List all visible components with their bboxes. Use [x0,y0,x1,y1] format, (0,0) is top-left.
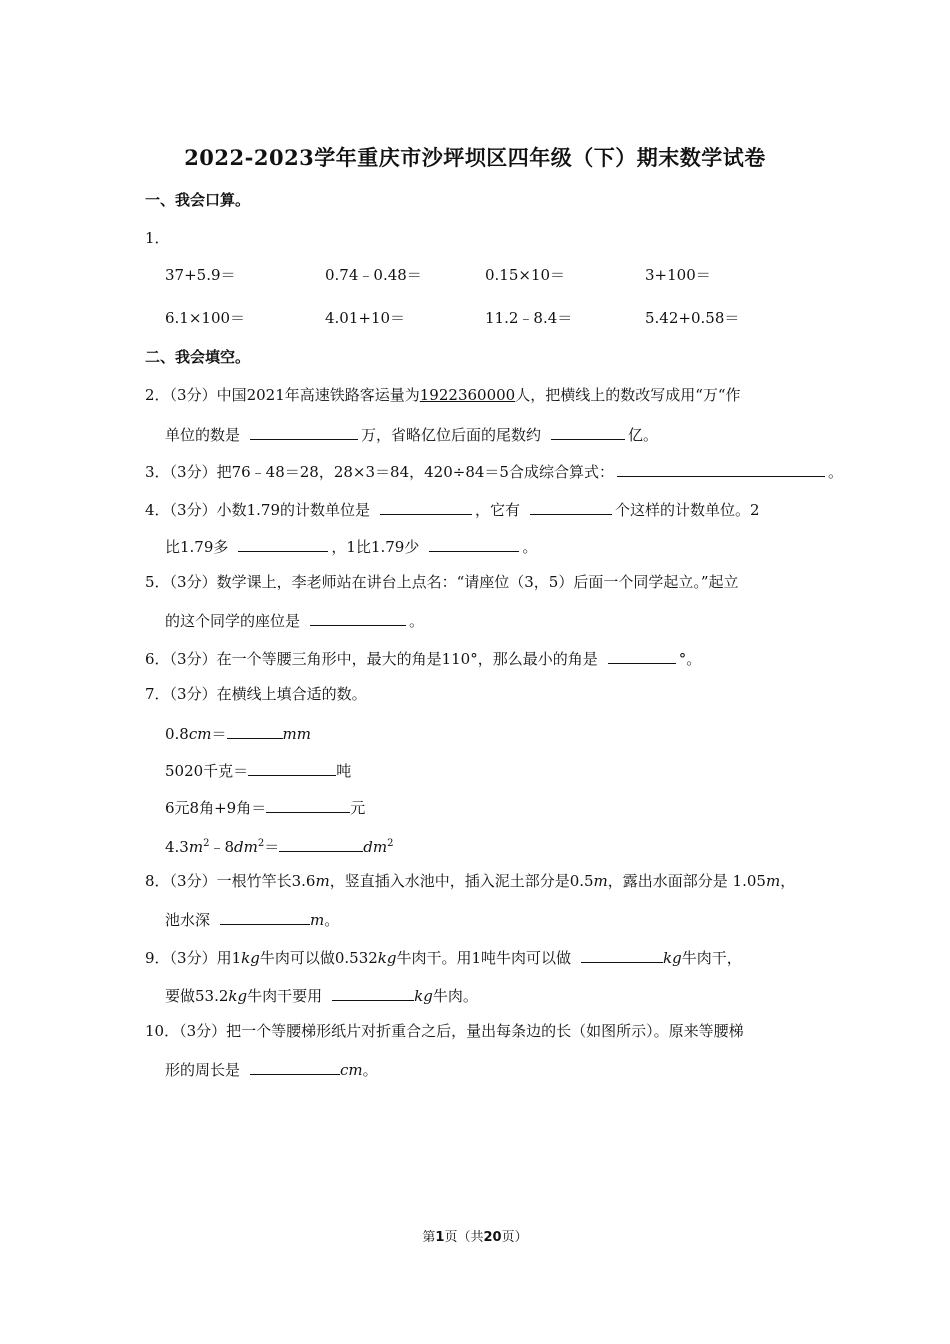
answer-blank[interactable] [380,498,472,515]
q10-end: 。 [362,1061,378,1079]
q4-text: 4．（3分）小数1.79的计数单位是 [145,501,370,519]
question-2-line-2 [165,423,658,445]
q7-sup: 2 [257,838,265,849]
q4-text: 。 [522,538,538,556]
answer-blank[interactable] [310,609,406,626]
q2-prefix: 2．（3分）中国2021年高速铁路客运量为 [145,386,420,404]
q2-text: 亿。 [628,426,659,444]
q9-text: 牛肉。 [432,987,478,1005]
answer-blank[interactable] [220,908,310,925]
q3-text: 3．（3分）把76﹣48＝28，28×3＝84，420÷84＝5合成综合算式： [145,463,614,481]
q7-text: 5020千克＝ [165,762,249,780]
question-7-row-1 [165,722,311,744]
q8-unit: m [315,872,330,890]
answer-blank[interactable] [266,796,350,813]
oral-calc-item: 3+100＝ [645,266,711,284]
q9-text: 牛肉干。用1吨牛肉可以做 [396,949,572,967]
q7-unit: m [188,838,204,856]
footer-text: 页） [501,1230,528,1245]
question-9-line-1 [145,946,742,968]
answer-blank[interactable] [238,535,328,552]
question-7: 7．（3分）在横线上填合适的数。 [145,685,367,703]
q9-text: 9．（3分）用1 [145,949,242,967]
footer-text: 第 [422,1230,436,1245]
q8-unit: m [593,872,608,890]
q7-unit: mm [282,725,311,743]
page-number: 1 [435,1230,445,1245]
q4-text: 个这样的计数单位。2 [615,501,760,519]
q7-sup: 2 [203,838,210,849]
oral-calc-item: 0.74﹣0.48＝ [325,266,422,284]
q7-sup: 2 [387,838,394,849]
q6-text: 6．（3分）在一个等腰三角形中，最大的角是110°，那么最小的角是 [145,650,598,668]
q7-text: 4.3 [165,838,189,856]
question-8-line-1 [145,871,795,891]
page-footer [0,1226,950,1245]
answer-blank[interactable] [279,835,363,852]
question-1-number: 1． [145,229,170,247]
question-5-line-1: 5．（3分）数学课上，李老师站在讲台上点名：“请座位（3，5）后面一个同学起立。”起立 [145,573,739,591]
section-heading-1: 一、我会口算。 [145,191,251,209]
answer-blank[interactable] [248,759,336,776]
q7-text: 0.8 [165,725,189,743]
q8-text: ， [780,872,796,890]
q2-suffix: 人，把横线上的数改写成用“万“作 [515,386,741,404]
q10-unit: cm [340,1061,363,1079]
question-4-line-2 [165,535,537,557]
q9-unit: kg [241,949,260,967]
q7-unit: dm [363,838,388,856]
answer-blank[interactable] [581,946,663,963]
q7-text: 6元8角+9角＝ [165,799,267,817]
q8-end: 。 [324,911,340,929]
q7-unit: cm [188,725,212,743]
q8-text: 池水深 [165,911,211,929]
q8-text: ，露出水面部分是 1.05 [607,872,766,890]
answer-blank[interactable] [551,423,625,440]
question-7-row-2 [165,759,351,781]
q9-unit: kg [228,987,248,1005]
footer-text: 页（共 [444,1230,484,1245]
q9-text: 牛肉可以做0.532 [259,949,378,967]
q3-end: 。 [827,463,843,481]
answer-blank[interactable] [617,460,825,477]
q4-text: ，它有 [475,501,521,519]
answer-blank[interactable] [530,498,612,515]
q6-end: °。 [678,650,702,668]
oral-calc-item: 11.2﹣8.4＝ [485,309,573,327]
q7-text: ＝ [211,725,227,743]
q2-number: 1922360000 [419,386,516,404]
q10-text: 形的周长是 [165,1061,241,1079]
q4-text: ，1比1.79少 [331,538,420,556]
q9-unit: kg [663,949,682,967]
question-10-line-2 [165,1058,378,1080]
answer-blank[interactable] [608,647,676,664]
answer-blank[interactable] [250,423,358,440]
section-heading-2: 二、我会填空。 [145,348,251,366]
q9-unit: kg [414,987,433,1005]
q2-text: 万，省略亿位后面的尾数约 [361,426,542,444]
question-8-line-2 [165,908,339,930]
question-7-row-4 [165,834,393,857]
oral-calc-item: 4.01+10＝ [325,309,406,327]
question-10-line-1: 10．（3分）把一个等腰梯形纸片对折重合之后，量出每条边的长（如图所示）。原来等腰梯 [145,1022,744,1040]
q8-text: 8．（3分）一根竹竿长3.6 [145,872,316,890]
q8-text: ，竖直插入水池中，插入泥土部分是0.5 [329,872,594,890]
q7-unit: 吨 [336,762,352,780]
q8-unit: m [310,911,325,929]
answer-blank[interactable] [227,722,283,739]
oral-calc-item: 0.15×10＝ [485,266,566,284]
answer-blank[interactable] [250,1058,340,1075]
q4-text: 比1.79多 [165,538,229,556]
answer-blank[interactable] [332,984,414,1001]
question-6 [145,647,701,669]
q9-text: 要做53.2 [165,987,229,1005]
q7-unit: dm [234,838,258,856]
q7-text: ＝ [264,838,280,856]
question-2-line-1 [145,385,741,405]
q7-unit: 元 [350,799,366,817]
question-9-line-2 [165,984,478,1006]
oral-calc-item: 6.1×100＝ [165,309,246,327]
total-pages: 20 [483,1230,502,1245]
oral-calc-item: 5.42+0.58＝ [645,309,740,327]
q2-text: 单位的数是 [165,426,241,444]
q7-text: ﹣8 [209,838,235,856]
question-5-line-2 [165,609,424,631]
answer-blank[interactable] [429,535,519,552]
q8-unit: m [765,872,781,890]
q9-text: 牛肉干， [681,949,742,967]
question-7-row-3 [165,796,365,818]
oral-calc-item: 37+5.9＝ [165,266,236,284]
q5-end: 。 [409,612,425,630]
question-3 [145,460,843,482]
q9-unit: kg [377,949,397,967]
q5-text: 的这个同学的座位是 [165,612,301,630]
page-title: 2022-2023学年重庆市沙坪坝区四年级（下）期末数学试卷 [184,145,766,170]
question-4-line-1 [145,498,760,520]
q9-text: 牛肉干要用 [247,987,323,1005]
